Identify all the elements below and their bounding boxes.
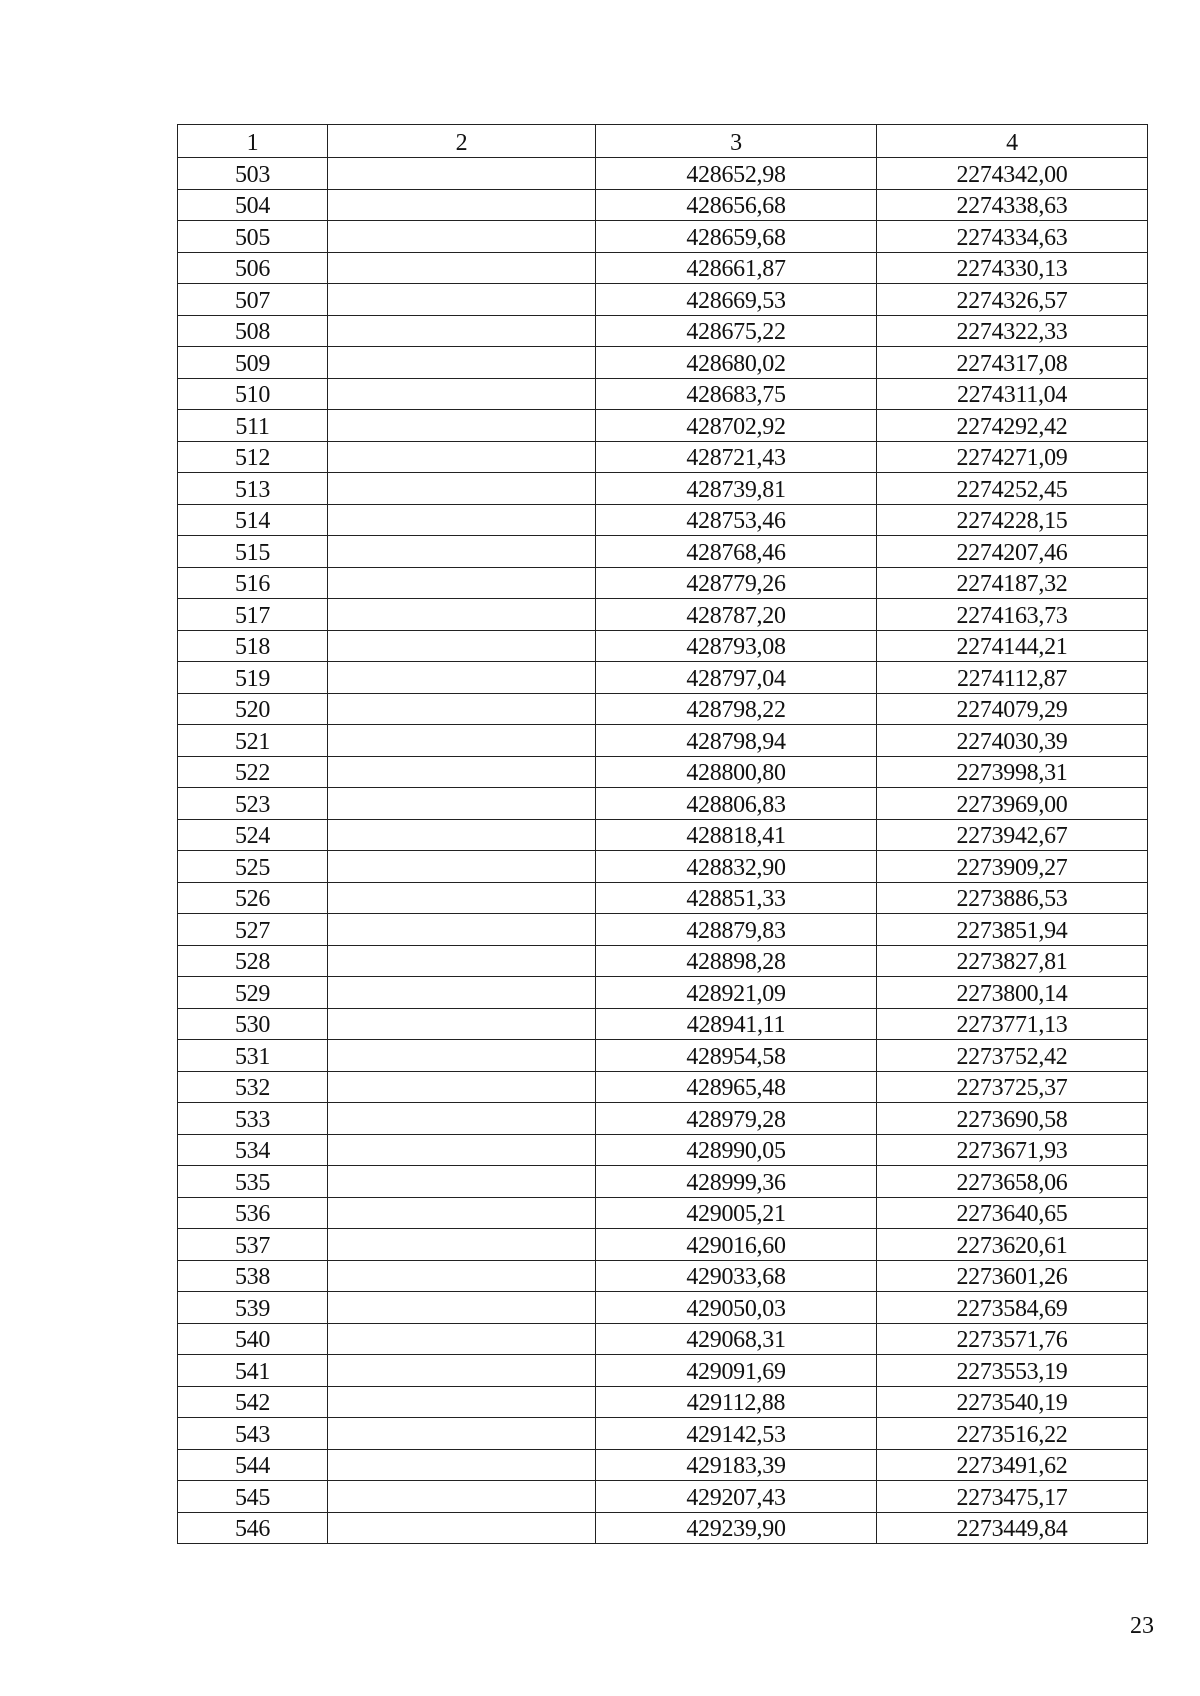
x-coordinate-cell: 428800,80 [596,756,877,788]
y-coordinate-cell: 2273658,06 [877,1166,1148,1198]
column-header-3: 3 [596,125,877,158]
y-coordinate-cell: 2273475,17 [877,1481,1148,1513]
blank-cell [328,1197,596,1229]
y-coordinate-cell: 2273998,31 [877,756,1148,788]
y-coordinate-cell: 2273584,69 [877,1292,1148,1324]
y-coordinate-cell: 2274163,73 [877,599,1148,631]
table-row [178,1229,1148,1261]
blank-cell [328,1103,596,1135]
point-number-cell: 517 [178,599,328,631]
x-coordinate-cell: 428656,68 [596,189,877,221]
blank-cell [328,567,596,599]
blank-cell [328,1166,596,1198]
blank-cell [328,1071,596,1103]
table-row [178,1166,1148,1198]
table-row [178,756,1148,788]
table-row [178,1008,1148,1040]
x-coordinate-cell: 429239,90 [596,1512,877,1544]
point-number-cell: 531 [178,1040,328,1072]
x-coordinate-cell: 428661,87 [596,252,877,284]
table-row [178,347,1148,379]
blank-cell [328,221,596,253]
x-coordinate-cell: 429091,69 [596,1355,877,1387]
y-coordinate-cell: 2273571,76 [877,1323,1148,1355]
blank-cell [328,441,596,473]
blank-cell [328,1260,596,1292]
y-coordinate-cell: 2274144,21 [877,630,1148,662]
y-coordinate-cell: 2273851,94 [877,914,1148,946]
x-coordinate-cell: 428683,75 [596,378,877,410]
blank-cell [328,1134,596,1166]
blank-cell [328,662,596,694]
table-row [178,1040,1148,1072]
table-row [178,1418,1148,1450]
table-row [178,189,1148,221]
point-number-cell: 540 [178,1323,328,1355]
table-row [178,284,1148,316]
blank-cell [328,1229,596,1261]
point-number-cell: 534 [178,1134,328,1166]
x-coordinate-cell: 428702,92 [596,410,877,442]
blank-cell [328,756,596,788]
point-number-cell: 503 [178,158,328,190]
y-coordinate-cell: 2273449,84 [877,1512,1148,1544]
x-coordinate-cell: 428851,33 [596,882,877,914]
x-coordinate-cell: 429142,53 [596,1418,877,1450]
y-coordinate-cell: 2273800,14 [877,977,1148,1009]
table-row [178,725,1148,757]
point-number-cell: 507 [178,284,328,316]
x-coordinate-cell: 428779,26 [596,567,877,599]
x-coordinate-cell: 428675,22 [596,315,877,347]
y-coordinate-cell: 2273491,62 [877,1449,1148,1481]
table-row [178,662,1148,694]
x-coordinate-cell: 428768,46 [596,536,877,568]
y-coordinate-cell: 2273620,61 [877,1229,1148,1261]
x-coordinate-cell: 428979,28 [596,1103,877,1135]
table-row [178,693,1148,725]
point-number-cell: 508 [178,315,328,347]
table-row [178,851,1148,883]
point-number-cell: 528 [178,945,328,977]
x-coordinate-cell: 428921,09 [596,977,877,1009]
x-coordinate-cell: 429016,60 [596,1229,877,1261]
x-coordinate-cell: 428798,22 [596,693,877,725]
table-row [178,1134,1148,1166]
table-row [178,158,1148,190]
blank-cell [328,189,596,221]
y-coordinate-cell: 2273640,65 [877,1197,1148,1229]
blank-cell [328,882,596,914]
x-coordinate-cell: 428739,81 [596,473,877,505]
table-row [178,819,1148,851]
point-number-cell: 532 [178,1071,328,1103]
blank-cell [328,819,596,851]
y-coordinate-cell: 2274252,45 [877,473,1148,505]
point-number-cell: 513 [178,473,328,505]
x-coordinate-cell: 428941,11 [596,1008,877,1040]
x-coordinate-cell: 428753,46 [596,504,877,536]
x-coordinate-cell: 429005,21 [596,1197,877,1229]
x-coordinate-cell: 428990,05 [596,1134,877,1166]
y-coordinate-cell: 2274079,29 [877,693,1148,725]
y-coordinate-cell: 2274342,00 [877,158,1148,190]
blank-cell [328,1512,596,1544]
y-coordinate-cell: 2274228,15 [877,504,1148,536]
blank-cell [328,536,596,568]
point-number-cell: 516 [178,567,328,599]
blank-cell [328,1386,596,1418]
y-coordinate-cell: 2274112,87 [877,662,1148,694]
y-coordinate-cell: 2274326,57 [877,284,1148,316]
y-coordinate-cell: 2274292,42 [877,410,1148,442]
table-row [178,630,1148,662]
x-coordinate-cell: 428879,83 [596,914,877,946]
y-coordinate-cell: 2273725,37 [877,1071,1148,1103]
blank-cell [328,378,596,410]
column-header-2: 2 [328,125,596,158]
table-row [178,473,1148,505]
y-coordinate-cell: 2273969,00 [877,788,1148,820]
blank-cell [328,693,596,725]
table-row [178,788,1148,820]
table-row [178,1103,1148,1135]
point-number-cell: 515 [178,536,328,568]
blank-cell [328,1323,596,1355]
table-row [178,567,1148,599]
blank-cell [328,1292,596,1324]
y-coordinate-cell: 2273601,26 [877,1260,1148,1292]
blank-cell [328,1481,596,1513]
blank-cell [328,473,596,505]
y-coordinate-cell: 2273942,67 [877,819,1148,851]
y-coordinate-cell: 2274187,32 [877,567,1148,599]
blank-cell [328,410,596,442]
x-coordinate-cell: 428721,43 [596,441,877,473]
point-number-cell: 536 [178,1197,328,1229]
y-coordinate-cell: 2273553,19 [877,1355,1148,1387]
table-header [178,125,1148,158]
y-coordinate-cell: 2274338,63 [877,189,1148,221]
y-coordinate-cell: 2273671,93 [877,1134,1148,1166]
table-row [178,1481,1148,1513]
blank-cell [328,914,596,946]
x-coordinate-cell: 429207,43 [596,1481,877,1513]
table-row [178,315,1148,347]
y-coordinate-cell: 2273886,53 [877,882,1148,914]
point-number-cell: 518 [178,630,328,662]
table-body [178,158,1148,1544]
point-number-cell: 504 [178,189,328,221]
point-number-cell: 510 [178,378,328,410]
x-coordinate-cell: 428793,08 [596,630,877,662]
point-number-cell: 546 [178,1512,328,1544]
point-number-cell: 529 [178,977,328,1009]
point-number-cell: 541 [178,1355,328,1387]
x-coordinate-cell: 428954,58 [596,1040,877,1072]
table-row [178,1292,1148,1324]
point-number-cell: 522 [178,756,328,788]
table-row [178,882,1148,914]
x-coordinate-cell: 428669,53 [596,284,877,316]
blank-cell [328,1355,596,1387]
table-row [178,945,1148,977]
table-row [178,1260,1148,1292]
point-number-cell: 526 [178,882,328,914]
blank-cell [328,977,596,1009]
y-coordinate-cell: 2273540,19 [877,1386,1148,1418]
column-header-4: 4 [877,125,1148,158]
y-coordinate-cell: 2274317,08 [877,347,1148,379]
table-row [178,1071,1148,1103]
point-number-cell: 527 [178,914,328,946]
point-number-cell: 544 [178,1449,328,1481]
x-coordinate-cell: 428798,94 [596,725,877,757]
point-number-cell: 506 [178,252,328,284]
x-coordinate-cell: 428818,41 [596,819,877,851]
table-row [178,914,1148,946]
point-number-cell: 545 [178,1481,328,1513]
point-number-cell: 525 [178,851,328,883]
blank-cell [328,158,596,190]
point-number-cell: 509 [178,347,328,379]
header-row [178,125,1148,158]
blank-cell [328,315,596,347]
table-row [178,221,1148,253]
blank-cell [328,252,596,284]
blank-cell [328,945,596,977]
x-coordinate-cell: 428806,83 [596,788,877,820]
point-number-cell: 542 [178,1386,328,1418]
x-coordinate-cell: 428965,48 [596,1071,877,1103]
table-row [178,599,1148,631]
blank-cell [328,284,596,316]
blank-cell [328,1040,596,1072]
table-row [178,410,1148,442]
table-row [178,536,1148,568]
x-coordinate-cell: 429112,88 [596,1386,877,1418]
table-row [178,1449,1148,1481]
x-coordinate-cell: 429183,39 [596,1449,877,1481]
y-coordinate-cell: 2274271,09 [877,441,1148,473]
table-row [178,1512,1148,1544]
column-header-1: 1 [178,125,328,158]
y-coordinate-cell: 2273827,81 [877,945,1148,977]
point-number-cell: 543 [178,1418,328,1450]
x-coordinate-cell: 429033,68 [596,1260,877,1292]
blank-cell [328,1008,596,1040]
x-coordinate-cell: 428787,20 [596,599,877,631]
blank-cell [328,1449,596,1481]
point-number-cell: 530 [178,1008,328,1040]
point-number-cell: 524 [178,819,328,851]
table-row [178,1355,1148,1387]
page-number: 23 [1130,1613,1154,1639]
y-coordinate-cell: 2273909,27 [877,851,1148,883]
x-coordinate-cell: 429050,03 [596,1292,877,1324]
blank-cell [328,851,596,883]
point-number-cell: 523 [178,788,328,820]
table-row [178,252,1148,284]
point-number-cell: 512 [178,441,328,473]
x-coordinate-cell: 428659,68 [596,221,877,253]
y-coordinate-cell: 2274311,04 [877,378,1148,410]
y-coordinate-cell: 2274322,33 [877,315,1148,347]
y-coordinate-cell: 2273771,13 [877,1008,1148,1040]
point-number-cell: 505 [178,221,328,253]
blank-cell [328,347,596,379]
x-coordinate-cell: 428680,02 [596,347,877,379]
blank-cell [328,599,596,631]
coordinates-table [177,124,1148,1544]
point-number-cell: 535 [178,1166,328,1198]
x-coordinate-cell: 428898,28 [596,945,877,977]
y-coordinate-cell: 2273516,22 [877,1418,1148,1450]
blank-cell [328,725,596,757]
table-row [178,1323,1148,1355]
y-coordinate-cell: 2274207,46 [877,536,1148,568]
table-row [178,441,1148,473]
blank-cell [328,1418,596,1450]
y-coordinate-cell: 2273690,58 [877,1103,1148,1135]
blank-cell [328,788,596,820]
y-coordinate-cell: 2274330,13 [877,252,1148,284]
x-coordinate-cell: 428999,36 [596,1166,877,1198]
blank-cell [328,630,596,662]
blank-cell [328,504,596,536]
point-number-cell: 520 [178,693,328,725]
point-number-cell: 519 [178,662,328,694]
x-coordinate-cell: 428652,98 [596,158,877,190]
table-row [178,378,1148,410]
table-row [178,1197,1148,1229]
y-coordinate-cell: 2273752,42 [877,1040,1148,1072]
point-number-cell: 537 [178,1229,328,1261]
point-number-cell: 521 [178,725,328,757]
point-number-cell: 514 [178,504,328,536]
point-number-cell: 538 [178,1260,328,1292]
point-number-cell: 539 [178,1292,328,1324]
point-number-cell: 533 [178,1103,328,1135]
x-coordinate-cell: 428832,90 [596,851,877,883]
table-row [178,977,1148,1009]
table-row [178,504,1148,536]
x-coordinate-cell: 429068,31 [596,1323,877,1355]
y-coordinate-cell: 2274334,63 [877,221,1148,253]
x-coordinate-cell: 428797,04 [596,662,877,694]
point-number-cell: 511 [178,410,328,442]
table-row [178,1386,1148,1418]
y-coordinate-cell: 2274030,39 [877,725,1148,757]
